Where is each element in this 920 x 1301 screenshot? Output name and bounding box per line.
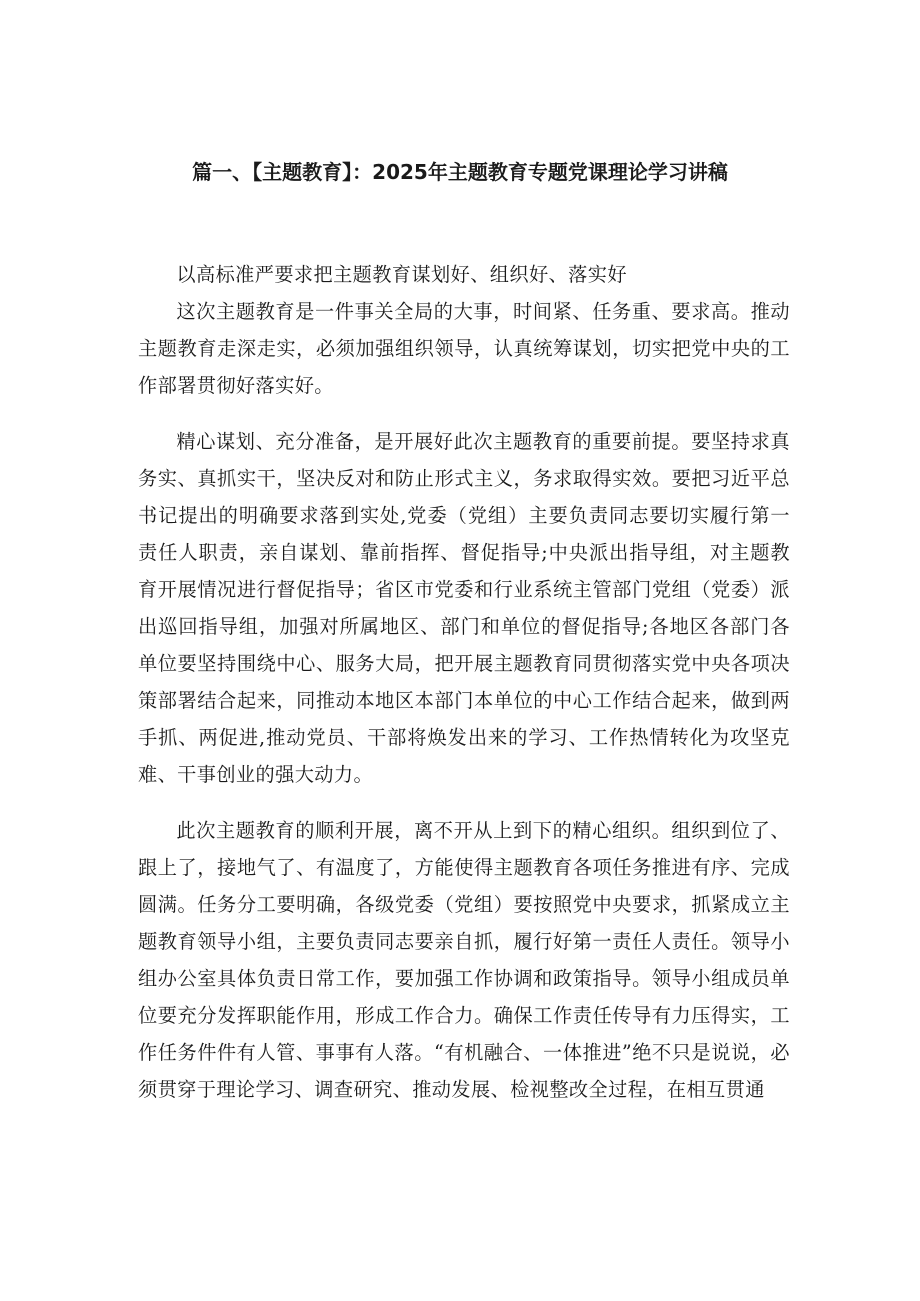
body-paragraph: 此次主题教育的顺利开展，离不开从上到下的精心组织。组织到位了、跟上了，接地气了、有温度了，方能使得主题教育各项任务推进有序、完成圆满。任务分工要明确，各级党委（党组）要按照党中央要求，抓紧成立主题教育领导小组，主要负责同志要亲自抓，履行好第一责任人责任。领导小组办公室具体负责日常工作，要加强工作协调和政策指导。领导小组成员单位要充分发挥职能作用，形成工作合力。确保工作责任传导有力压得实，工作任务件件有人管、事事有人落。“有机融合、一体推进”绝不只是说说，必须贯穿于理论学习、调查研究、推动发展、检视整改全过程，在相互贯通 (138, 819, 790, 1101)
body-paragraph: 精心谋划、充分准备，是开展好此次主题教育的重要前提。要坚持求真务实、真抓实干，坚决反对和防止形式主义，务求取得实效。要把习近平总书记提出的明确要求落到实处,党委（党组）主要负责同志要切实履行第一责任人职责，亲自谋划、靠前指挥、督促指导;中央派出指导组，对主题教育开展情况进行督促指导；省区市党委和行业系统主管部门党组（党委）派出巡回指导组，加强对所属地区、部门和单位的督促指导;各地区各部门各单位要坚持围绕中心、服务大局，把开展主题教育同贯彻落实党中央各项决策部署结合起来，同推动本地区本部门本单位的中心工作结合起来，做到两手抓、两促进,推动党员、干部将焕发出来的学习、工作热情转化为攻坚克难、干事创业的强大动力。 (138, 430, 790, 786)
body-paragraph: 这次主题教育是一件事关全局的大事，时间紧、任务重、要求高。推动主题教育走深走实，必须加强组织领导，认真统筹谋划，切实把党中央的工作部署贯彻好落实好。 (138, 300, 790, 397)
section-subtitle: 以高标准严要求把主题教育谋划好、组织好、落实好 (176, 263, 627, 286)
document-body (138, 256, 790, 1108)
document-title: 篇一、【主题教育】：2025年主题教育专题党课理论学习讲稿 (192, 160, 728, 184)
